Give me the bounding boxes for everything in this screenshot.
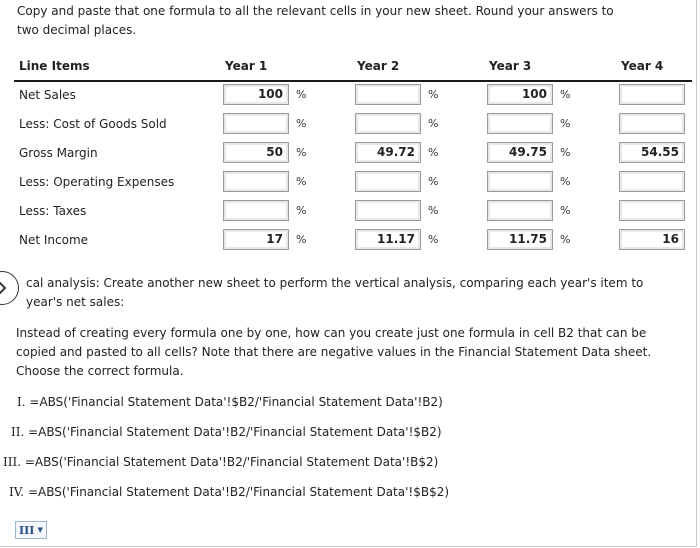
pct-sign: % [296, 233, 307, 246]
section-title-line2: year's net sales: [26, 295, 125, 309]
input-opex-year3[interactable] [487, 171, 553, 192]
option-formula: =ABS('Financial Statement Data'!$B2/'Financial Statement Data'!B2) [29, 395, 443, 409]
row-label-net-sales: Net Sales [19, 88, 76, 102]
option-numeral: IV. [9, 485, 25, 499]
row-label-cogs: Less: Cost of Goods Sold [19, 117, 167, 131]
input-taxes-year3[interactable] [487, 200, 553, 221]
section-title-line1: cal analysis: Create another new sheet to perform the vertical analysis, comparing each year's item to [26, 276, 644, 290]
header-line-items: Line Items [19, 59, 90, 73]
row-label-taxes: Less: Taxes [19, 204, 87, 218]
pct-sign: % [428, 175, 439, 188]
pct-sign: % [296, 146, 307, 159]
input-net-income-year3[interactable]: 11.75 [487, 229, 553, 250]
input-opex-year4[interactable] [619, 171, 685, 192]
input-net-income-year4[interactable]: 16 [619, 229, 685, 250]
input-gross-margin-year2[interactable]: 49.72 [355, 142, 421, 163]
option-formula: =ABS('Financial Statement Data'!B2/'Financial Statement Data'!$B$2) [27, 485, 450, 499]
option-1 [17, 393, 443, 412]
intro-text: Copy and paste that one formula to all the relevant cells in your new sheet. Round your answers to two decimal places. [17, 4, 614, 37]
pct-sign: % [428, 146, 439, 159]
option-formula: =ABS('Financial Statement Data'!B2/'Financial Statement Data'!B$2) [24, 455, 439, 469]
option-numeral: III. [3, 455, 22, 469]
question-line2: copied and pasted to all cells? Note that there are negative values in the Financial Statement Data sheet. [16, 345, 652, 359]
row-label-net-income: Net Income [19, 233, 89, 247]
input-gross-margin-year3[interactable]: 49.75 [487, 142, 553, 163]
input-opex-year1[interactable] [223, 171, 289, 192]
input-net-income-year1[interactable]: 17 [223, 229, 289, 250]
input-taxes-year1[interactable] [223, 200, 289, 221]
input-cogs-year2[interactable] [355, 113, 421, 134]
pct-sign: % [296, 88, 307, 101]
option-3 [3, 453, 438, 472]
header-divider [14, 80, 692, 82]
option-2 [11, 423, 442, 442]
header-year-3: Year 3 [489, 59, 532, 73]
row-label-operating-expenses: Less: Operating Expenses [19, 175, 175, 189]
header-year-2: Year 2 [357, 59, 400, 73]
caret-down-icon: ▼ [37, 525, 43, 534]
input-cogs-year1[interactable] [223, 113, 289, 134]
option-numeral: II. [11, 425, 25, 439]
pct-sign: % [560, 88, 571, 101]
pct-sign: % [296, 175, 307, 188]
input-gross-margin-year4[interactable]: 54.55 [619, 142, 685, 163]
input-net-income-year2[interactable]: 11.17 [355, 229, 421, 250]
question-line3: Choose the correct formula. [16, 364, 184, 378]
input-taxes-year2[interactable] [355, 200, 421, 221]
pct-sign: % [428, 204, 439, 217]
option-4 [9, 483, 449, 502]
input-net-sales-year4[interactable] [619, 84, 685, 105]
option-formula: =ABS('Financial Statement Data'!B2/'Financial Statement Data'!$B2) [28, 425, 442, 439]
input-net-sales-year2[interactable] [355, 84, 421, 105]
pct-sign: % [560, 175, 571, 188]
pct-sign: % [560, 117, 571, 130]
input-net-sales-year3[interactable]: 100 [487, 84, 553, 105]
input-taxes-year4[interactable] [619, 200, 685, 221]
pct-sign: % [296, 117, 307, 130]
input-cogs-year3[interactable] [487, 113, 553, 134]
pct-sign: % [428, 117, 439, 130]
input-gross-margin-year1[interactable]: 50 [223, 142, 289, 163]
answer-select[interactable] [15, 521, 47, 539]
row-label-gross-margin: Gross Margin [19, 146, 98, 160]
pct-sign: % [560, 146, 571, 159]
pct-sign: % [428, 88, 439, 101]
header-year-4: Year 4 [621, 59, 664, 73]
pct-sign: % [560, 204, 571, 217]
input-cogs-year4[interactable] [619, 113, 685, 134]
answer-selected-value: III [19, 524, 35, 537]
chevron-right-icon [0, 280, 7, 296]
pct-sign: % [428, 233, 439, 246]
option-numeral: I. [17, 395, 26, 409]
question-line1: Instead of creating every formula one by one, how can you create just one formula in cell B2 that can be [16, 326, 647, 340]
input-opex-year2[interactable] [355, 171, 421, 192]
input-net-sales-year1[interactable]: 100 [223, 84, 289, 105]
pct-sign: % [560, 233, 571, 246]
header-year-1: Year 1 [225, 59, 268, 73]
pct-sign: % [296, 204, 307, 217]
